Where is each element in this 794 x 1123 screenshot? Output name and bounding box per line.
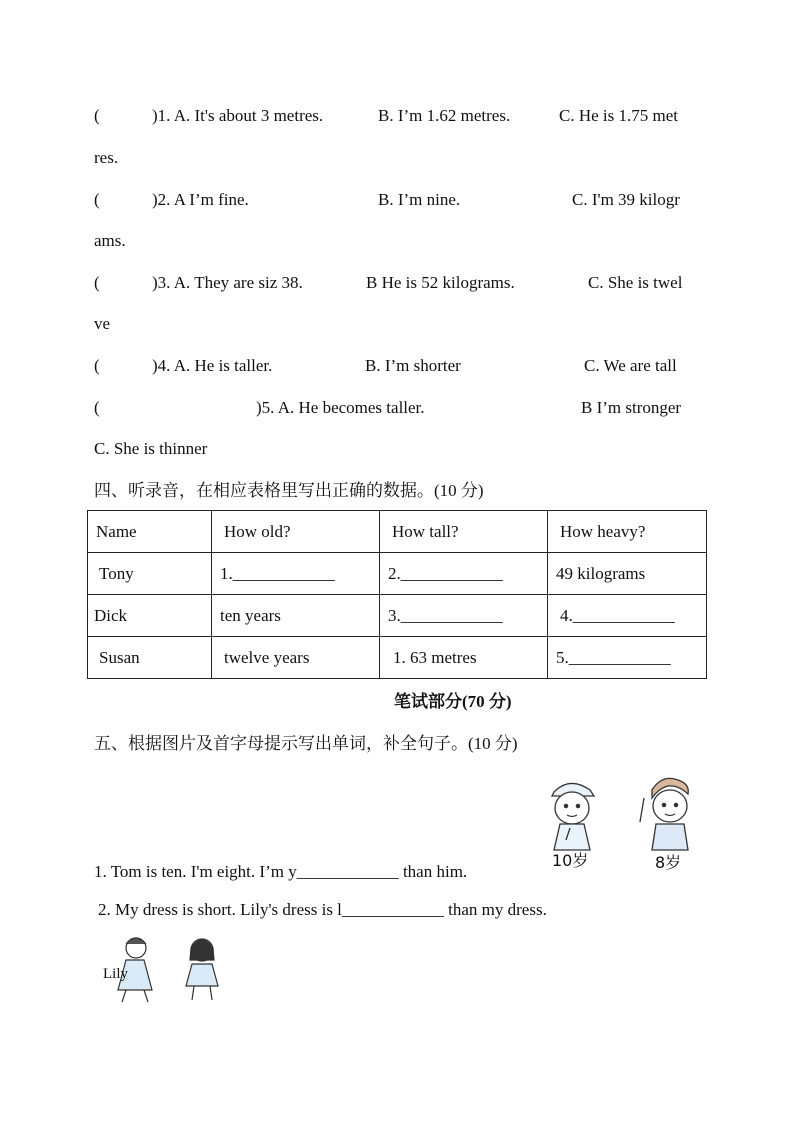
q2-wrap: ams. (94, 231, 126, 250)
q1-option-b: B. I’m 1.62 metres. (378, 106, 511, 125)
table-cell: 1.____________ (212, 553, 380, 595)
age-label-8: 8岁 (655, 853, 682, 872)
written-part-heading: 笔试部分(70 分) (394, 692, 512, 711)
q1-option-a: )1. A. It's about 3 metres. (152, 106, 324, 125)
q5-option-c: C. She is thinner (94, 439, 208, 458)
header-how-tall: How tall? (380, 511, 548, 553)
section5-title: 五、根据图片及首字母提示写出单词，补全句子。(10 分) (94, 734, 518, 753)
q1-wrap: res. (94, 148, 119, 167)
table-cell: ten years (212, 595, 380, 637)
table-cell: 4.____________ (548, 595, 707, 637)
q3-option-c: C. She is twel (588, 273, 683, 292)
table-cell: Susan (88, 637, 212, 679)
header-name: Name (88, 511, 212, 553)
q2-option-a: )2. A I’m fine. (152, 190, 249, 209)
q5-option-a: )5. A. He becomes taller. (256, 398, 425, 417)
q2-paren: ( (94, 190, 100, 209)
table-row (88, 595, 707, 637)
girls-figure (100, 930, 230, 1010)
q4-paren: ( (94, 356, 100, 375)
q4-option-c: C. We are tall (584, 356, 677, 375)
q5-option-b: B I’m stronger (581, 398, 682, 417)
table-row (88, 637, 707, 679)
table-header-row (88, 511, 707, 553)
header-how-heavy: How heavy? (548, 511, 707, 553)
table-cell: Tony (88, 553, 212, 595)
q1-paren: ( (94, 106, 100, 125)
q1-option-c: C. He is 1.75 met (559, 106, 678, 125)
q3-option-a: )3. A. They are siz 38. (152, 273, 303, 292)
table-cell: 1. 63 metres (380, 637, 548, 679)
table-cell: 49 kilograms (548, 553, 707, 595)
boys-figure (540, 770, 710, 875)
table-cell: twelve years (212, 637, 380, 679)
table-row (88, 553, 707, 595)
q4-option-b: B. I’m shorter (365, 356, 461, 375)
q5-paren: ( (94, 398, 100, 417)
q2-option-c: C. I'm 39 kilogr (572, 190, 680, 209)
data-table (87, 510, 707, 679)
q3-option-b: B He is 52 kilograms. (366, 273, 515, 292)
q3-paren: ( (94, 273, 100, 292)
q4-option-a: )4. A. He is taller. (152, 356, 273, 375)
lily-label: Lily (103, 966, 128, 982)
q3-wrap: ve (94, 314, 111, 333)
age-label-10: 10岁 (552, 851, 589, 870)
table-cell: 5.____________ (548, 637, 707, 679)
section4-title: 四、听录音，在相应表格里写出正确的数据。(10 分) (94, 481, 484, 500)
header-how-old: How old? (212, 511, 380, 553)
table-cell: 3.____________ (380, 595, 548, 637)
sentence-2: 2. My dress is short. Lily's dress is l____________ than my dress. (98, 900, 547, 919)
table-cell: Dick (88, 595, 212, 637)
q2-option-b: B. I’m nine. (378, 190, 461, 209)
table-cell: 2.____________ (380, 553, 548, 595)
sentence-1: 1. Tom is ten. I'm eight. I’m y____________ than him. (94, 862, 468, 881)
